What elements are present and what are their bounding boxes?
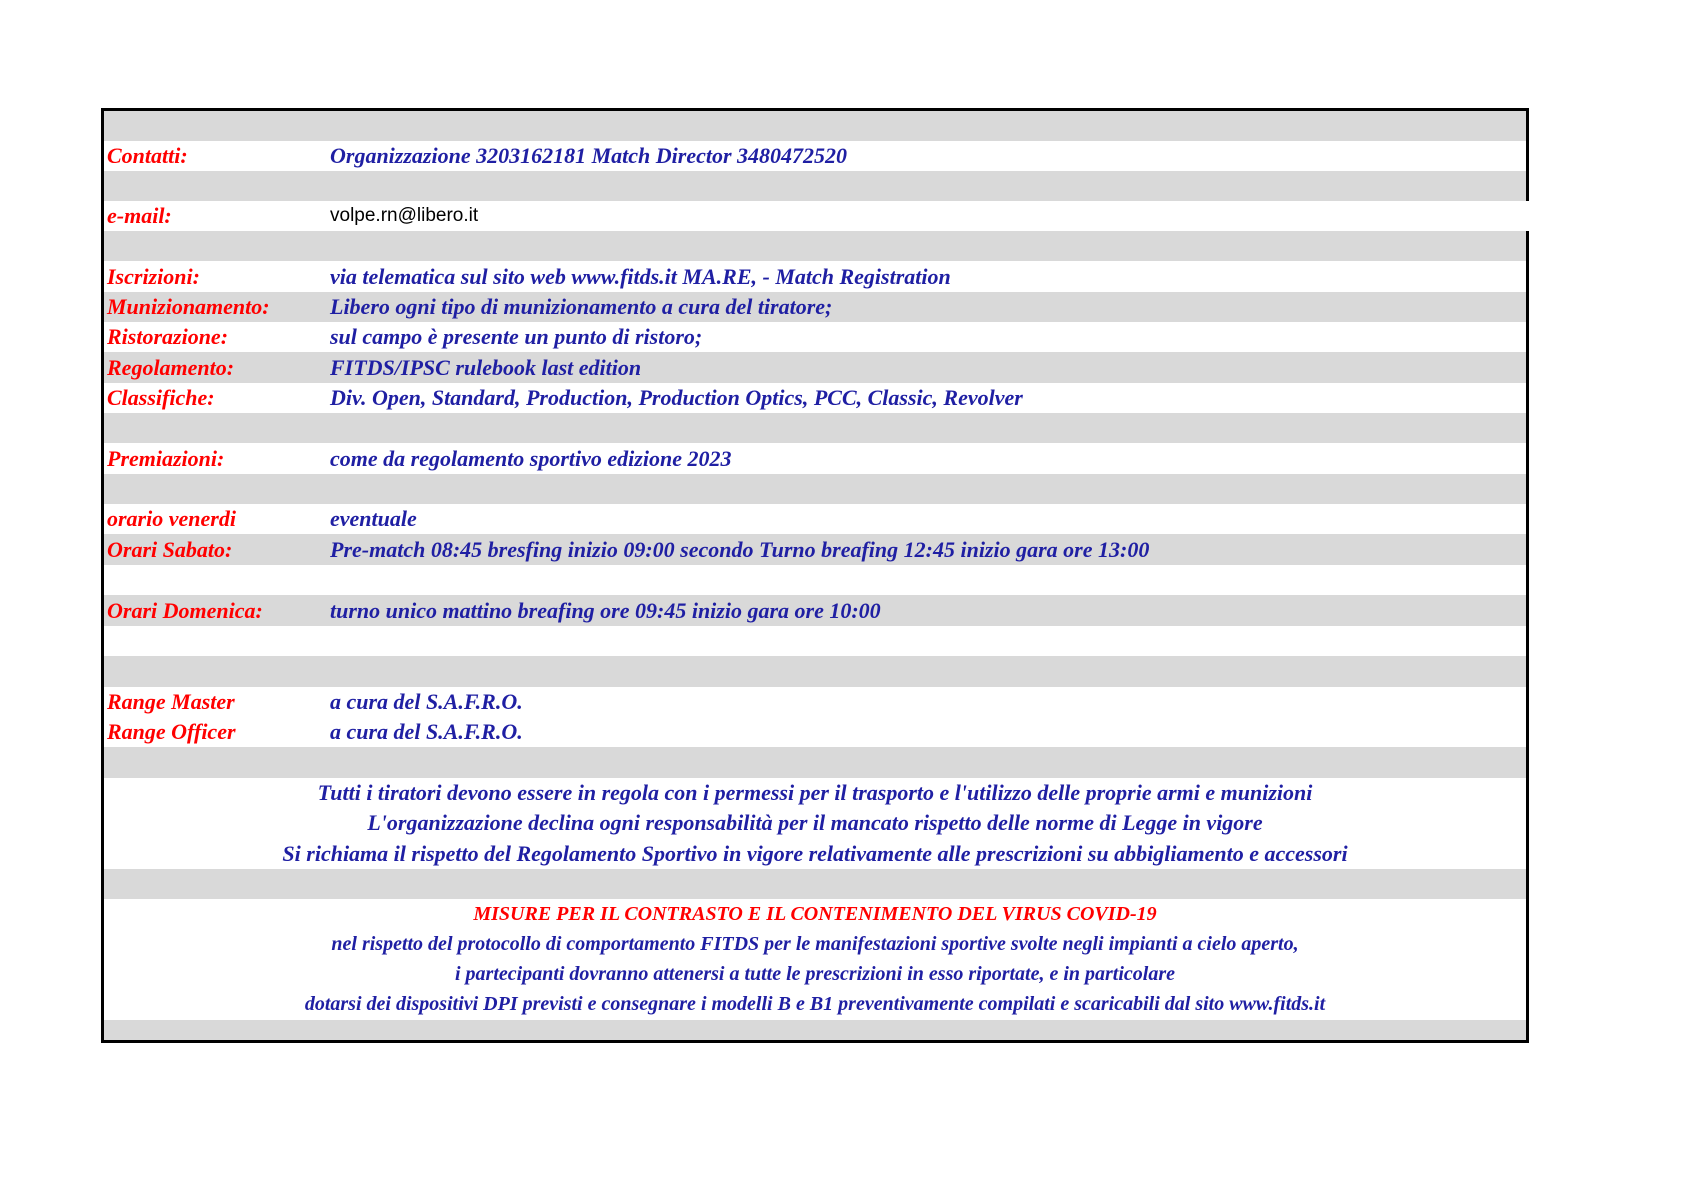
spacer-row <box>104 656 1526 687</box>
notice-line <box>104 838 1526 869</box>
info-label: Iscrizioni: <box>107 263 200 289</box>
info-label: Orari Domenica: <box>107 597 263 623</box>
info-value: eventuale <box>330 506 417 531</box>
covid-text: i partecipanti dovranno attenersi a tutte le prescrizioni in esso riportate, e in particolare <box>454 962 1176 985</box>
spacer-row <box>104 626 1526 656</box>
info-row-premiazioni <box>104 443 1526 474</box>
spacer-row <box>104 565 1526 595</box>
covid-line <box>104 989 1526 1020</box>
info-label: Premiazioni: <box>107 445 225 471</box>
spacer-row <box>104 474 1526 504</box>
info-row-range-officer <box>104 717 1526 747</box>
info-value: a cura del S.A.F.R.O. <box>330 719 523 744</box>
info-row-venerdi <box>104 504 1526 534</box>
spacer-row <box>104 747 1526 778</box>
notice-text: Tutti i tiratori devono essere in regola con i permessi per il trasporto e l'utilizzo delle proprie armi e munizioni <box>317 780 1313 805</box>
info-row-contatti <box>104 141 1526 171</box>
info-sheet <box>101 108 1529 1043</box>
info-value: come da regolamento sportivo edizione 2023 <box>330 445 732 471</box>
info-value: turno unico mattino breafing ore 09:45 inizio gara ore 10:00 <box>330 597 881 623</box>
info-label: orario venerdi <box>107 506 236 531</box>
spacer-row <box>104 1020 1526 1043</box>
notice-text: Si richiama il rispetto del Regolamento Sportivo in vigore relativamente alle prescrizioni su abbigliamento e accessori <box>282 840 1348 866</box>
info-value: Organizzazione 3203162181 Match Director 3480472520 <box>330 143 848 168</box>
covid-text: dotarsi dei dispositivi DPI previsti e consegnare i modelli B e B1 preventivamente compilati e scaricabili dal sito www.fitds.it <box>304 993 1326 1015</box>
info-row-sabato <box>104 534 1526 565</box>
info-label: Classifiche: <box>107 385 215 410</box>
covid-line <box>104 929 1526 959</box>
info-row-regolamento <box>104 352 1526 383</box>
covid-title: MISURE PER IL CONTRASTO E IL CONTENIMENTO DEL VIRUS COVID-19 <box>473 902 1157 925</box>
info-value: a cura del S.A.F.R.O. <box>330 689 523 714</box>
info-row-ristorazione <box>104 322 1526 352</box>
info-value: sul campo è presente un punto di ristoro; <box>330 324 703 349</box>
covid-text: nel rispetto del protocollo di comportamento FITDS per le manifestazioni sportive svolte negli impianti a cielo aperto, <box>331 932 1299 955</box>
info-label: Contatti: <box>107 143 188 168</box>
info-label: Orari Sabato: <box>107 536 233 562</box>
notice-text: L'organizzazione declina ogni responsabilità per il mancato rispetto delle norme di Legge in vigore <box>367 810 1263 835</box>
info-label: Range Officer <box>107 719 236 744</box>
spacer-row <box>104 111 1526 141</box>
covid-line <box>104 959 1526 989</box>
info-label: Ristorazione: <box>107 324 229 349</box>
spacer-row <box>104 413 1526 443</box>
info-row-range-master <box>104 687 1526 717</box>
email-link[interactable]: volpe.rn@libero.it <box>330 205 479 226</box>
info-label: e-mail: <box>107 203 172 228</box>
covid-title-row <box>104 899 1526 929</box>
info-value: Div. Open, Standard, Production, Production Optics, PCC, Classic, Revolver <box>330 385 1023 410</box>
info-row-domenica <box>104 595 1526 626</box>
spacer-row <box>104 869 1526 899</box>
info-label: Munizionamento: <box>107 294 270 319</box>
spacer-row <box>104 231 1526 261</box>
notice-line <box>104 778 1526 808</box>
info-row-iscrizioni <box>104 261 1526 292</box>
info-label: Range Master <box>107 689 235 714</box>
info-value: Libero ogni tipo di munizionamento a cura del tiratore; <box>330 294 833 319</box>
info-value: FITDS/IPSC rulebook last edition <box>330 354 642 380</box>
notice-line <box>104 808 1526 838</box>
info-value: Pre-match 08:45 bresfing inizio 09:00 secondo Turno breafing 12:45 inizio gara ore 13:00 <box>330 536 1150 562</box>
info-row-email <box>104 201 1534 231</box>
info-value: via telematica sul sito web www.fitds.it MA.RE, - Match Registration <box>330 263 951 289</box>
info-row-classifiche <box>104 383 1526 413</box>
spacer-row <box>104 171 1526 201</box>
info-label: Regolamento: <box>107 354 235 380</box>
info-row-munizionamento <box>104 292 1526 322</box>
